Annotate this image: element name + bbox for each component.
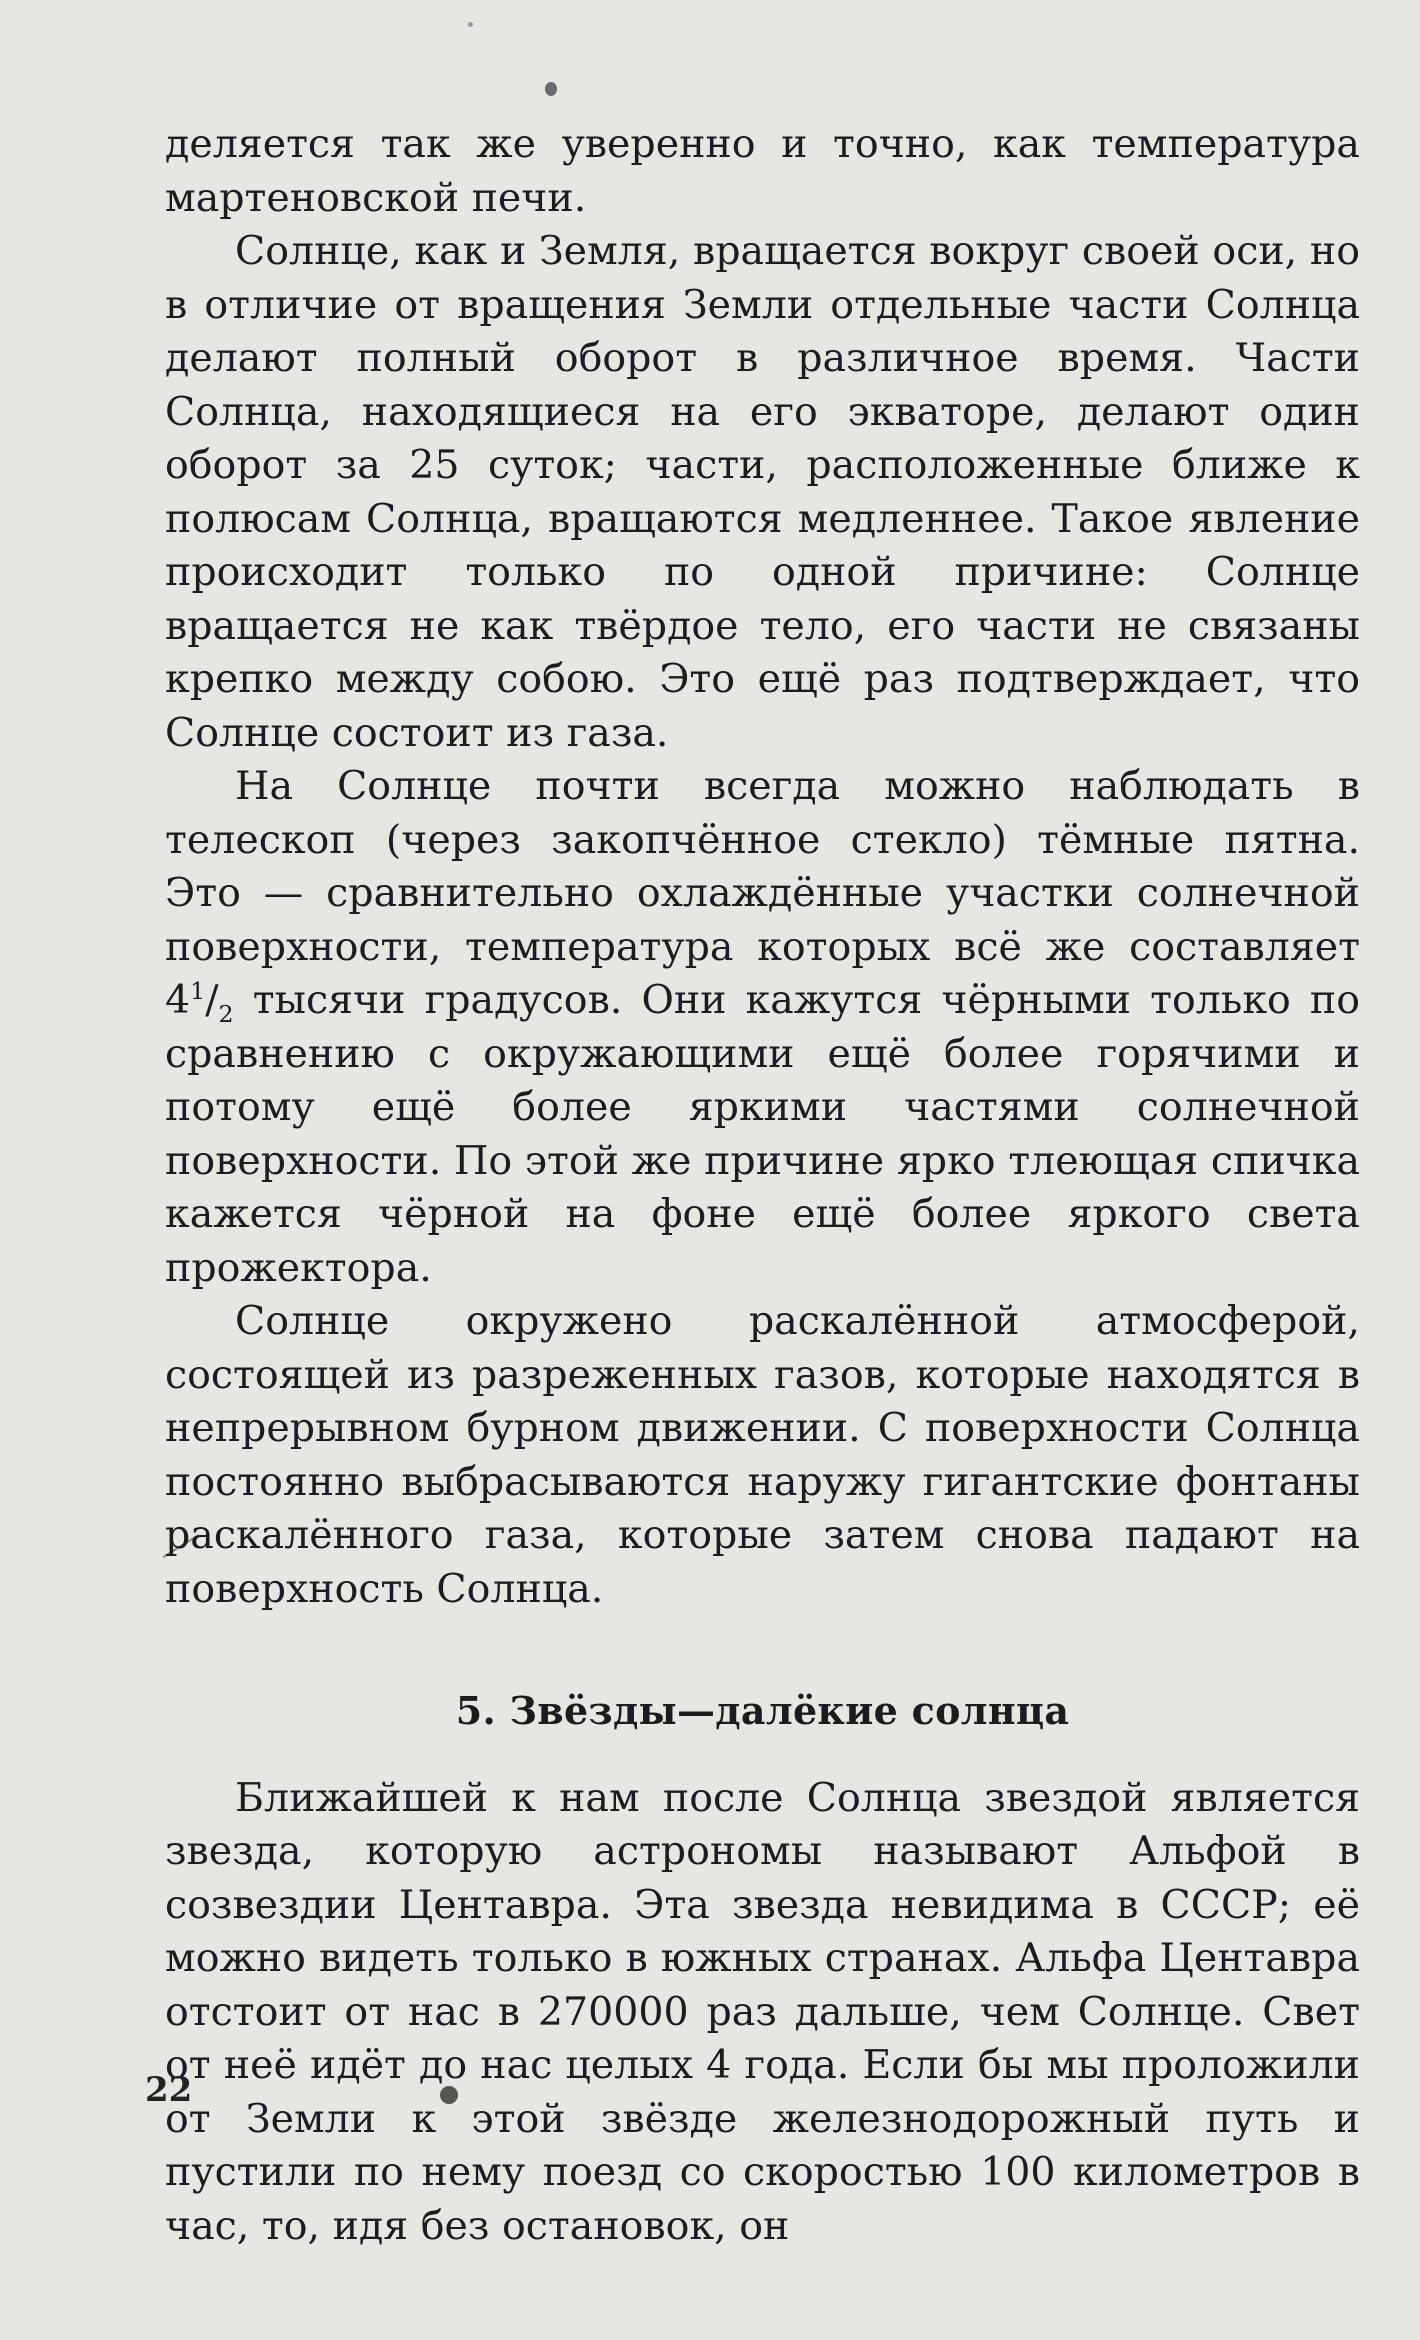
paragraph-sunspots [165,760,1360,1295]
paragraph-alpha-centauri [165,1772,1360,2254]
section-heading: 5. Звёзды—далёкие солнца [455,1688,1070,1733]
page-number: 22 [145,2070,193,2110]
ink-speck [545,82,557,96]
fraction-numerator: 1 [190,976,206,1005]
paragraph-atmosphere [165,1295,1360,1616]
fraction-whole: 4 [165,977,191,1023]
paragraph-text: Солнце, как и Земля, вращается вокруг своей оси, но в отличие от вращения Земли отдельные части Солнца делают полный оборот в различное время. Части Солнца, находящиеся на его экваторе, делают один оборот за 25 суток; части, расположенные ближе к полюсам Солнца, вращаются медленнее. Такое явление происходит только по одной причине: Солнце вращается не как твёрдое тело, его части не связаны крепко между собою. Это ещё раз подтверждает, что Солнце состоит из газа. [165,228,1360,756]
paragraph-continuation [165,118,1360,225]
paragraph-text: Ближайшей к нам после Солнца звездой является звезда, которую астрономы называют Альфой в созвездии Центавра. Эта звезда невидима в СССР; её можно видеть только в южных странах. Альфа Центавра отстоит от нас в 270000 раз дальше, чем Солнце. Свет от неё идёт до нас целых 4 года. Если бы мы проложили от Земли к этой звёзде железнодорожный путь и пустили по нему поезд со скоростью 100 километров в час, то, идя без остановок, он [165,1774,1360,2249]
paragraph-text: Солнце окружено раскалённой атмосферой, состоящей из разреженных газов, которые находятся в непрерывном бурном движении. С поверхности Солнца постоянно выбрасываются наружу гигантские фонтаны раскалённого газа, которые затем снова падают на поверхность Солнца. [165,1298,1360,1612]
paragraph-sun-rotation [165,225,1360,760]
mixed-fraction: $4^1/_2$ [165,976,234,1028]
body-text [165,118,1360,2253]
paragraph-text-before: На Солнце почти всегда можно наблюдать в телескоп (через закопчённое стекло) тёмные пятна. Это — сравнительно охлаждённые участки солнечной поверхности, температура которых всё же составляет [165,763,1360,970]
paragraph-text-after: тысячи градусов. Они кажутся чёрными только по сравнению с окружающими ещё более горячими и потому ещё более яркими частями солнечной поверхности. По этой же причине ярко тлеющая спичка кажется чёрной на фоне ещё более яркого света прожектора. [165,977,1360,1291]
paragraph-text: деляется так же уверенно и точно, как температура мартеновской печи. [165,121,1360,221]
fraction-denominator: 2 [218,999,234,1028]
ink-speck [468,22,473,27]
